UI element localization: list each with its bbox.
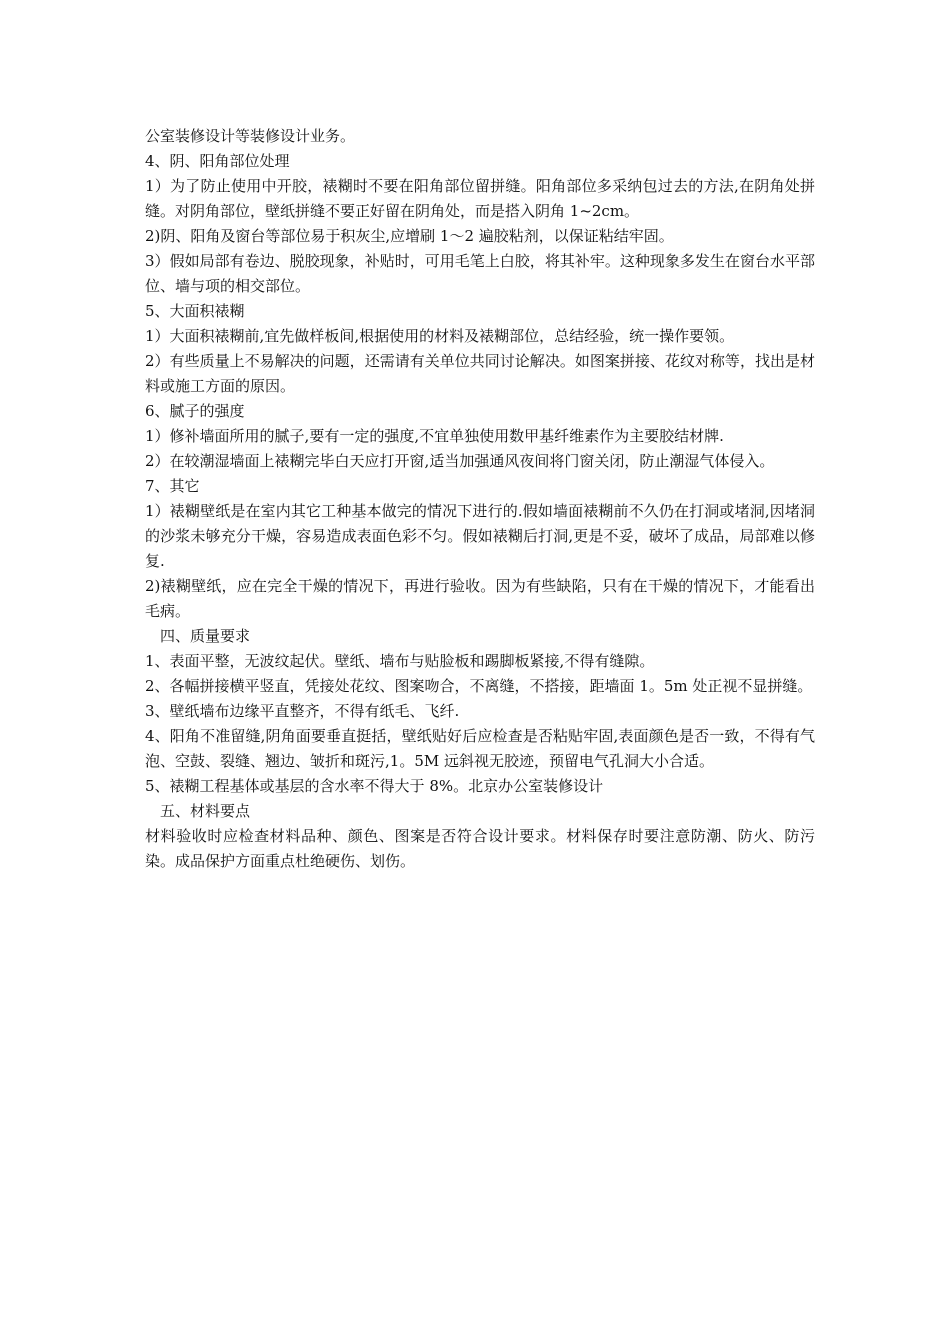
document-body — [145, 124, 815, 874]
paragraph: 4、阳角不准留缝,阴角面要垂直挺括，壁纸贴好后应检查是否粘贴牢固,表面颜色是否一致，不得有气泡、空鼓、裂缝、翘边、皱折和斑污,1。5M 远斜视无胶迹，预留电气孔洞大小合适。 — [145, 727, 815, 770]
paragraph: 2）在较潮湿墙面上裱糊完毕白天应打开窗,适当加强通风夜间将门窗关闭，防止潮湿气体侵入。 — [145, 452, 775, 470]
paragraph-continuation: 公室装修设计等装修设计业务。 — [145, 127, 356, 145]
paragraph: 3、壁纸墙布边缘平直整齐，不得有纸毛、飞纤. — [145, 702, 460, 720]
paragraph: 5、裱糊工程基体或基层的含水率不得大于 8%。北京办公室装修设计 — [145, 777, 604, 795]
paragraph: 材料验收时应检查材料品种、颜色、图案是否符合设计要求。材料保存时要注意防潮、防火、防污染。成品保护方面重点杜绝硬伤、划伤。 — [145, 827, 815, 870]
paragraph: 1）裱糊壁纸是在室内其它工种基本做完的情况下进行的.假如墙面裱糊前不久仍在打洞或堵洞,因堵洞的沙浆未够充分干燥，容易造成表面色彩不匀。假如裱糊后打洞,更是不妥，破坏了成品，局部难以修复. — [145, 502, 815, 570]
chapter-heading-materials: 五、材料要点 — [160, 802, 251, 820]
paragraph: 2)阴、阳角及窗台等部位易于积灰尘,应增刷 1～2 遍胶粘剂，以保证粘结牢固。 — [145, 227, 674, 245]
chapter-heading-quality: 四、质量要求 — [160, 627, 251, 645]
paragraph: 2、各幅拼接横平竖直，凭接处花纹、图案吻合，不离缝，不搭接，距墙面 1。5m 处正视不显拼缝。 — [145, 677, 813, 695]
section-heading-putty-strength: 6、腻子的强度 — [145, 402, 245, 420]
paragraph: 1）大面积裱糊前,宜先做样板间,根据使用的材料及裱糊部位，总结经验，统一操作要领。 — [145, 327, 735, 345]
paragraph: 1）修补墙面所用的腻子,要有一定的强度,不宜单独使用数甲基纤维素作为主要胶结材牌. — [145, 427, 724, 445]
paragraph: 1）为了防止使用中开胶，裱糊时不要在阳角部位留拼缝。阳角部位多采纳包过去的方法,在阴角处拼缝。对阴角部位，壁纸拼缝不要正好留在阴角处，而是搭入阴角 1~2cm。 — [145, 177, 815, 220]
paragraph: 2）有些质量上不易解决的问题，还需请有关单位共同讨论解决。如图案拼接、花纹对称等，找出是材料或施工方面的原因。 — [145, 352, 815, 395]
section-heading-large-area: 5、大面积裱糊 — [145, 302, 245, 320]
paragraph: 3）假如局部有卷边、脱胶现象，补贴时，可用毛笔上白胶，将其补牢。这种现象多发生在窗台水平部位、墙与项的相交部位。 — [145, 252, 815, 295]
section-heading-corner-treatment: 4、阴、阳角部位处理 — [145, 152, 290, 170]
paragraph: 2)裱糊壁纸，应在完全干燥的情况下，再进行验收。因为有些缺陷，只有在干燥的情况下，才能看出毛病。 — [145, 577, 815, 620]
paragraph: 1、表面平整，无波纹起伏。壁纸、墙布与贴脸板和踢脚板紧接,不得有缝隙。 — [145, 652, 655, 670]
section-heading-other: 7、其它 — [145, 477, 200, 495]
